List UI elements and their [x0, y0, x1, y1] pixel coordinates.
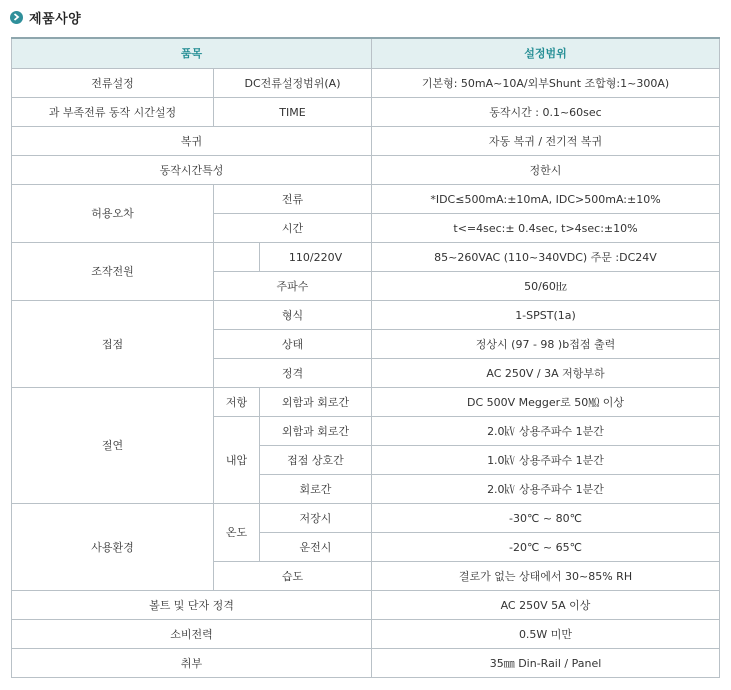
- subgroup-label: 내압: [214, 417, 260, 504]
- row-value: 정한시: [372, 156, 720, 185]
- table-row: [12, 243, 720, 272]
- section-header: [10, 6, 81, 28]
- table-row: [12, 649, 720, 678]
- table-row: [12, 301, 720, 330]
- table-row: [12, 69, 720, 98]
- row-value: 35㎜ Din-Rail / Panel: [372, 649, 720, 678]
- subgroup-label: 온도: [214, 504, 260, 562]
- row-value: 정상시 (97 - 98 )b접점 출력: [372, 330, 720, 359]
- row-label: 소비전력: [12, 620, 372, 649]
- row-value: 1.0㎸ 상용주파수 1분간: [372, 446, 720, 475]
- row-value: 자동 복귀 / 전기적 복귀: [372, 127, 720, 156]
- row-sublabel: 형식: [214, 301, 372, 330]
- row-value: AC 250V 5A 이상: [372, 591, 720, 620]
- section-title: 제품사양: [29, 11, 82, 27]
- row-value: -30℃ ~ 80℃: [372, 504, 720, 533]
- group-label: 허용오차: [12, 185, 214, 243]
- group-label: 접점: [12, 301, 214, 388]
- row-value: -20℃ ~ 65℃: [372, 533, 720, 562]
- header-item: 품목: [12, 38, 372, 69]
- row-label: 전류설정: [12, 69, 214, 98]
- empty-cell: [214, 243, 260, 272]
- row-label: 과 부족전류 동작 시간설정: [12, 98, 214, 127]
- table-row: [12, 591, 720, 620]
- row-value: t<=4sec:± 0.4sec, t>4sec:±10%: [372, 214, 720, 243]
- row-sublabel: 저장시: [260, 504, 372, 533]
- table-row: [12, 504, 720, 533]
- chevron-right-icon: [10, 11, 23, 24]
- row-sublabel: 상태: [214, 330, 372, 359]
- row-sublabel: 습도: [214, 562, 372, 591]
- row-value: AC 250V / 3A 저항부하: [372, 359, 720, 388]
- row-label: 취부: [12, 649, 372, 678]
- row-value: 2.0㎸ 상용주파수 1분간: [372, 475, 720, 504]
- row-sublabel: 주파수: [214, 272, 372, 301]
- row-value: DC 500V Megger로 50㏁ 이상: [372, 388, 720, 417]
- table-header-row: [12, 38, 720, 69]
- row-label: 복귀: [12, 127, 372, 156]
- table-row: [12, 185, 720, 214]
- row-value: 50/60㎐: [372, 272, 720, 301]
- table-row: [12, 98, 720, 127]
- row-sublabel: 운전시: [260, 533, 372, 562]
- row-sublabel: 외함과 회로간: [260, 388, 372, 417]
- row-sublabel: DC전류설정범위(A): [214, 69, 372, 98]
- header-range: 설정범위: [372, 38, 720, 69]
- row-label: 동작시간특성: [12, 156, 372, 185]
- row-sublabel: 전류: [214, 185, 372, 214]
- row-sublabel: 110/220V: [260, 243, 372, 272]
- table-row: [12, 620, 720, 649]
- group-label: 절연: [12, 388, 214, 504]
- row-sublabel: 시간: [214, 214, 372, 243]
- spec-table: [11, 37, 720, 678]
- group-label: 조작전원: [12, 243, 214, 301]
- row-value: 1-SPST(1a): [372, 301, 720, 330]
- row-value: 2.0㎸ 상용주파수 1분간: [372, 417, 720, 446]
- row-sublabel: TIME: [214, 98, 372, 127]
- group-label: 사용환경: [12, 504, 214, 591]
- row-value: 결로가 없는 상태에서 30~85% RH: [372, 562, 720, 591]
- row-value: 0.5W 미만: [372, 620, 720, 649]
- row-value: 동작시간 : 0.1~60sec: [372, 98, 720, 127]
- row-value: *IDC≤500mA:±10mA, IDC>500mA:±10%: [372, 185, 720, 214]
- row-sublabel: 회로간: [260, 475, 372, 504]
- subgroup-label: 저항: [214, 388, 260, 417]
- table-row: [12, 156, 720, 185]
- table-row: [12, 388, 720, 417]
- row-value: 85~260VAC (110~340VDC) 주문 :DC24V: [372, 243, 720, 272]
- row-sublabel: 정격: [214, 359, 372, 388]
- row-label: 볼트 및 단자 정격: [12, 591, 372, 620]
- row-sublabel: 외함과 회로간: [260, 417, 372, 446]
- row-sublabel: 접점 상호간: [260, 446, 372, 475]
- row-value: 기본형: 50mA~10A/외부Shunt 조합형:1~300A): [372, 69, 720, 98]
- table-row: [12, 127, 720, 156]
